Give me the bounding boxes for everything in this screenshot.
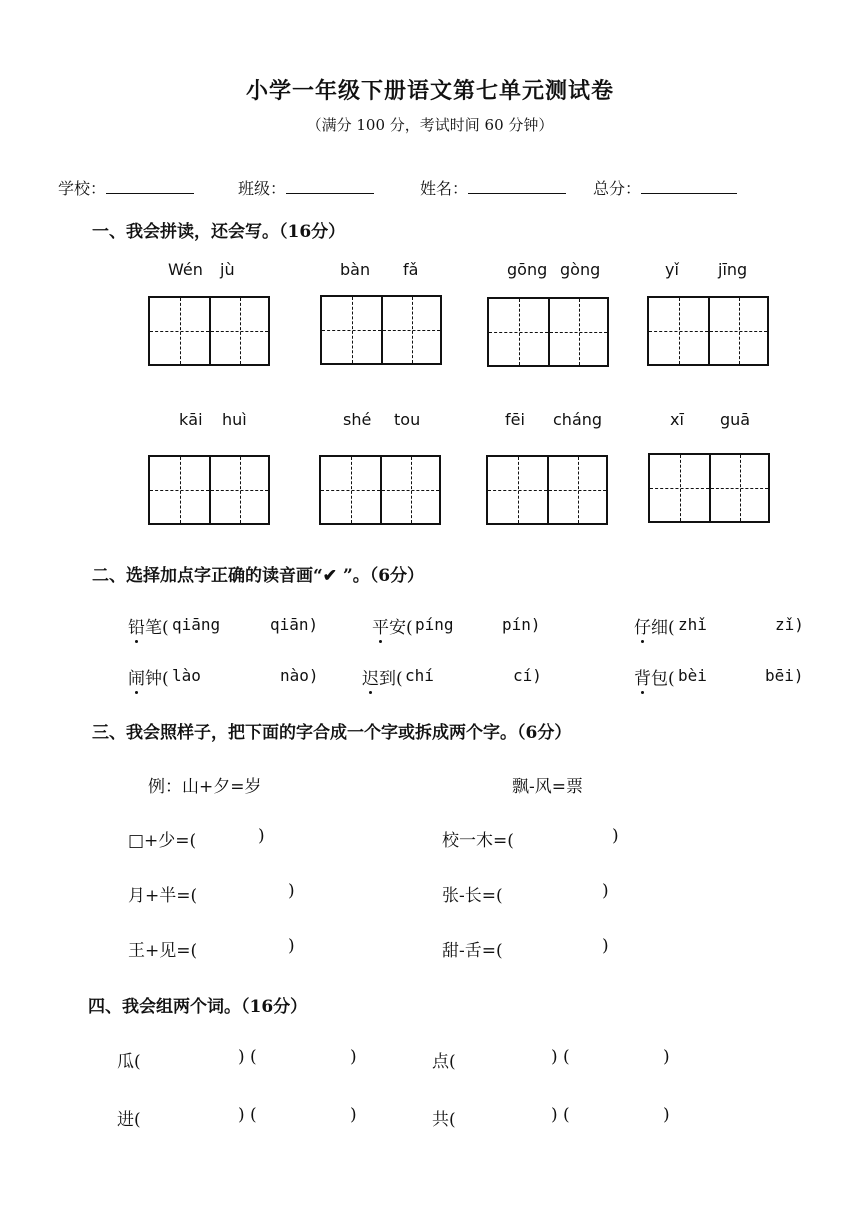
tianzige-box[interactable] [148,455,270,525]
pinyin: bàn [340,260,371,279]
combine-question: □+少=( [128,831,197,851]
pinyin: cháng [553,410,603,429]
pinyin: guā [720,410,751,429]
pinyin-option[interactable]: qiāng [172,615,221,634]
word-building-blank[interactable]: ) [663,1105,670,1125]
split-question: 张-长=( [442,886,503,906]
pinyin: tou [394,410,421,429]
word-building-blank[interactable]: ) ( [551,1047,570,1067]
pinyin: Wén [168,260,203,279]
example-split: 飘-风=票 [512,777,583,797]
pinyin-option[interactable]: bēi) [765,666,804,685]
reading-choice-item: 背包( [634,669,675,689]
pinyin: kāi [179,410,203,429]
pinyin: jù [220,260,235,279]
pinyin: jīng [718,260,748,279]
answer-close[interactable]: ) [602,881,609,901]
answer-close[interactable]: ) [288,936,295,956]
example-combine: 例：山+夕=岁 [148,777,262,797]
word-building-item[interactable]: 瓜( [117,1052,141,1072]
section-1-title: 一、我会拼读，还会写。（16分） [92,222,346,242]
pinyin: yǐ [665,260,679,279]
pinyin-option[interactable]: lào [172,666,201,685]
reading-choice-item: 仔细( [634,618,675,638]
tianzige-box[interactable] [319,455,441,525]
pinyin-option[interactable]: nào) [280,666,319,685]
word-building-blank[interactable]: ) [350,1105,357,1125]
answer-close[interactable]: ) [258,826,265,846]
tianzige-box[interactable] [648,453,770,523]
pinyin: gòng [560,260,601,279]
pinyin: fǎ [403,260,419,279]
pinyin-option[interactable]: pín) [502,615,541,634]
pinyin-option[interactable]: cí) [513,666,542,685]
pinyin-option[interactable]: píng [415,615,454,634]
pinyin: fēi [505,410,525,429]
answer-close[interactable]: ) [612,826,619,846]
school-field[interactable]: 学校： [58,176,194,199]
pinyin: shé [343,410,372,429]
reading-choice-item: 铅笔( [128,618,169,638]
page-title: 小学一年级下册语文第七单元测试卷 [245,78,614,104]
word-building-item[interactable]: 共( [432,1110,456,1130]
tianzige-box[interactable] [486,455,608,525]
combine-question: 月+半=( [128,886,198,906]
tianzige-box[interactable] [487,297,609,367]
section-4-title: 四、我会组两个词。（16分） [88,997,308,1017]
tianzige-box[interactable] [647,296,769,366]
split-question: 校一木=( [442,831,514,851]
tianzige-box[interactable] [148,296,270,366]
pinyin-option[interactable]: qiān) [270,615,319,634]
pinyin: xī [670,410,684,429]
pinyin: gōng [507,260,548,279]
page-subtitle: （满分 100 分，考试时间 60 分钟） [306,116,554,134]
pinyin-option[interactable]: bèi [678,666,707,685]
answer-close[interactable]: ) [602,936,609,956]
reading-choice-item: 闹钟( [128,669,169,689]
word-building-blank[interactable]: ) ( [551,1105,570,1125]
reading-choice-item: 迟到( [362,669,403,689]
word-building-blank[interactable]: ) [350,1047,357,1067]
answer-close[interactable]: ) [288,881,295,901]
pinyin-option[interactable]: zhǐ [678,615,707,634]
word-building-blank[interactable]: ) [663,1047,670,1067]
combine-question: 王+见=( [128,941,198,961]
reading-choice-item: 平安( [372,618,413,638]
word-building-item[interactable]: 进( [117,1110,141,1130]
tianzige-box[interactable] [320,295,442,365]
pinyin-option[interactable]: chí [405,666,434,685]
section-3-title: 三、我会照样子，把下面的字合成一个字或拆成两个字。（6分） [92,723,572,743]
total-score-field[interactable]: 总分： [593,176,737,199]
split-question: 甜-舌=( [442,941,503,961]
class-field[interactable]: 班级： [238,176,374,199]
word-building-item[interactable]: 点( [432,1052,456,1072]
section-2-title: 二、选择加点字正确的读音画“✔ ”。（6分） [92,566,425,586]
pinyin-option[interactable]: zǐ) [775,615,804,634]
name-field[interactable]: 姓名： [420,176,566,199]
word-building-blank[interactable]: ) ( [238,1105,257,1125]
word-building-blank[interactable]: ) ( [238,1047,257,1067]
pinyin: huì [222,410,247,429]
